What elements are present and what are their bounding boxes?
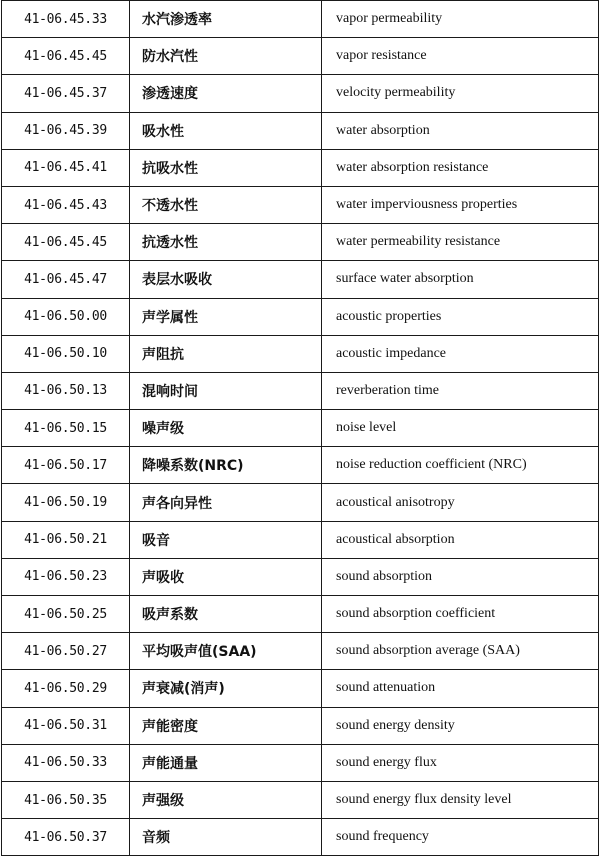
term-code: 41-06.50.31 (2, 707, 130, 744)
table-row (2, 186, 599, 223)
term-code: 41-06.45.47 (2, 261, 130, 298)
term-code: 41-06.45.45 (2, 38, 130, 75)
term-english: sound energy density (322, 707, 599, 744)
table-row (2, 335, 599, 372)
term-code: 41-06.45.37 (2, 75, 130, 112)
term-english: sound attenuation (322, 670, 599, 707)
table-row (2, 38, 599, 75)
term-english: noise reduction coefficient (NRC) (322, 447, 599, 484)
table-row (2, 261, 599, 298)
term-english: surface water absorption (322, 261, 599, 298)
table-row (2, 224, 599, 261)
table-row (2, 372, 599, 409)
term-code: 41-06.50.15 (2, 410, 130, 447)
terms-table-body (2, 1, 599, 856)
term-english: velocity permeability (322, 75, 599, 112)
term-chinese: 声吸收 (130, 558, 322, 595)
term-code: 41-06.50.35 (2, 781, 130, 818)
term-chinese: 音频 (130, 819, 322, 856)
term-chinese: 吸水性 (130, 112, 322, 149)
term-code: 41-06.50.27 (2, 633, 130, 670)
term-chinese: 不透水性 (130, 186, 322, 223)
table-row (2, 149, 599, 186)
term-english: vapor resistance (322, 38, 599, 75)
term-english: acoustic impedance (322, 335, 599, 372)
table-row (2, 521, 599, 558)
term-chinese: 平均吸声值(SAA) (130, 633, 322, 670)
term-chinese: 噪声级 (130, 410, 322, 447)
term-code: 41-06.50.00 (2, 298, 130, 335)
table-row (2, 744, 599, 781)
term-chinese: 防水汽性 (130, 38, 322, 75)
term-english: sound frequency (322, 819, 599, 856)
term-chinese: 表层水吸收 (130, 261, 322, 298)
table-row (2, 596, 599, 633)
term-chinese: 降噪系数(NRC) (130, 447, 322, 484)
term-english: sound energy flux density level (322, 781, 599, 818)
term-english: water imperviousness properties (322, 186, 599, 223)
table-row (2, 781, 599, 818)
table-row (2, 484, 599, 521)
term-english: sound absorption average (SAA) (322, 633, 599, 670)
term-english: water absorption (322, 112, 599, 149)
term-chinese: 声阻抗 (130, 335, 322, 372)
term-chinese: 吸音 (130, 521, 322, 558)
term-chinese: 水汽渗透率 (130, 1, 322, 38)
term-code: 41-06.50.13 (2, 372, 130, 409)
term-code: 41-06.50.21 (2, 521, 130, 558)
table-row (2, 558, 599, 595)
term-english: noise level (322, 410, 599, 447)
table-row (2, 819, 599, 856)
term-code: 41-06.50.23 (2, 558, 130, 595)
term-english: sound absorption (322, 558, 599, 595)
term-code: 41-06.45.41 (2, 149, 130, 186)
term-english: acoustic properties (322, 298, 599, 335)
term-code: 41-06.45.45 (2, 224, 130, 261)
term-chinese: 抗吸水性 (130, 149, 322, 186)
term-english: sound absorption coefficient (322, 596, 599, 633)
term-code: 41-06.50.33 (2, 744, 130, 781)
term-code: 41-06.45.39 (2, 112, 130, 149)
term-english: reverberation time (322, 372, 599, 409)
term-chinese: 抗透水性 (130, 224, 322, 261)
table-row (2, 112, 599, 149)
term-code: 41-06.45.43 (2, 186, 130, 223)
table-row (2, 1, 599, 38)
term-code: 41-06.50.19 (2, 484, 130, 521)
term-code: 41-06.50.17 (2, 447, 130, 484)
term-chinese: 吸声系数 (130, 596, 322, 633)
term-chinese: 声能通量 (130, 744, 322, 781)
terms-table (1, 0, 599, 856)
term-code: 41-06.50.37 (2, 819, 130, 856)
term-code: 41-06.50.10 (2, 335, 130, 372)
term-english: water permeability resistance (322, 224, 599, 261)
term-english: acoustical anisotropy (322, 484, 599, 521)
table-row (2, 447, 599, 484)
term-chinese: 声强级 (130, 781, 322, 818)
table-row (2, 707, 599, 744)
table-row (2, 410, 599, 447)
table-row (2, 633, 599, 670)
term-english: vapor permeability (322, 1, 599, 38)
table-row (2, 75, 599, 112)
term-chinese: 声各向异性 (130, 484, 322, 521)
table-row (2, 298, 599, 335)
term-chinese: 声能密度 (130, 707, 322, 744)
term-english: sound energy flux (322, 744, 599, 781)
term-code: 41-06.50.29 (2, 670, 130, 707)
term-chinese: 混响时间 (130, 372, 322, 409)
term-code: 41-06.45.33 (2, 1, 130, 38)
term-english: water absorption resistance (322, 149, 599, 186)
term-chinese: 声学属性 (130, 298, 322, 335)
term-chinese: 声衰减(消声) (130, 670, 322, 707)
term-code: 41-06.50.25 (2, 596, 130, 633)
term-english: acoustical absorption (322, 521, 599, 558)
term-chinese: 渗透速度 (130, 75, 322, 112)
table-row (2, 670, 599, 707)
